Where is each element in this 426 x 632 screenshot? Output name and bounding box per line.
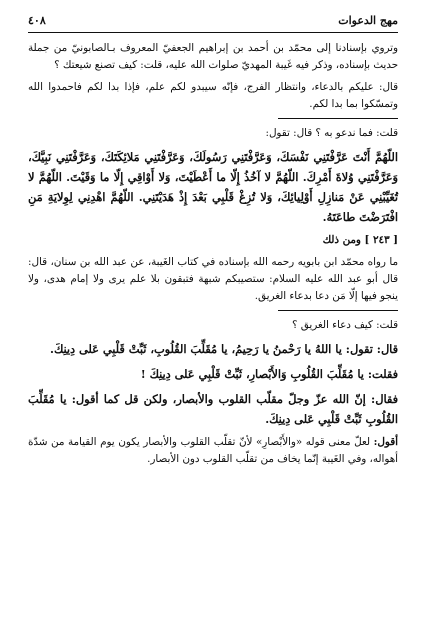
supplication-2: قال: تقول: يا اللهُ يا رَحْمنُ يا رَحِيمُ، يا مُقَلِّبَ القُلُوبِ، ثَبِّتْ قَلْبِي عَلى دِينِكَ. <box>50 342 398 356</box>
author-note <box>28 434 398 468</box>
supplication-3: فقلت: يا مُقَلِّبَ القُلُوبِ وَالأَبْصارِ، ثَبِّتْ قَلْبِي عَلى دِينِكَ ! <box>140 367 398 381</box>
supplication-4: فقال: إنّ الله عزّ وجلّ مقلّب القلوب والأبصار، ولكن قل كما أقول: يا مُقَلِّبَ القُلُوبِ ثَبِّتْ قَلْبِي عَلى دِينِكَ. <box>28 392 398 426</box>
aqool-label: أقول: <box>373 436 398 448</box>
supplication-1: اللّهُمَّ أَنْتَ عَرَّفْتَنِي نَفْسَكَ، وَعَرَّفْتَنِي رَسُولَكَ، وَعَرَّفْتَنِي مَلائِكَتَكَ، وَعَرَّفْتَنِي نَبِيَّكَ، وَعَرَّفْتَنِي وُلاةَ أَمْرِكَ. اللّهُمَّ لا آخُذُ إِلّا ما أَعْطَيْتَ، وَلا أَوْاقِي إِلّا ما وَقَيْتَ. اللّهُمَّ لا تُغَيِّبْنِي عَنْ مَنازِلِ أَوْلِيائِكَ، وَلا تُزِغْ قَلْبِي بَعْدَ إِذْ هَدَيْتَنِي. اللّهُمَّ اهْدِنِي لِوِلايَةِ مَنِ افْتَرَضْتَ طاعَتَهُ. <box>28 150 398 224</box>
author-note-text: لعلّ معنى قوله «والأَبْصارِ» لأنّ تقلّب القلوب والأبصار يكون يوم القيامة من شدّة أهواله، وفي الغَيبة إنّما يخاف من تقلّب القلوب دون الأبصار. <box>28 436 398 465</box>
paragraph-4: ما رواه محمّد ابن بابويه رحمه الله بإسناده في كتاب الغَيبة، عن عبد الله بن سنان، قال: قال أبو عبد الله عليه السلام: ستصيبكم شبهة فتبقون بلا علم يرى ولا إمام هدى، ولا ينجو فيها إلّا مَن دعا بدعاء الغريق. <box>28 256 398 302</box>
separator-rule <box>278 310 398 311</box>
paragraph-1: وتروي بإسنادنا إلى محمّد بن أحمد بن إبراهيم الجعفيّ المعروف بـالصابونيّ من جملة حديث بإسناده، وذكر فيه غَيبة المهديّ صلوات الله عليه، قلت: كيف تصنع شيعتك ؟ <box>28 42 398 71</box>
paragraph-5: قلت: كيف دعاء الغريق ؟ <box>292 319 398 331</box>
header-rule <box>28 32 398 33</box>
paragraph-2: قال: عليكم بالدعاء، وانتظار الفرج، فإنّه سيبدو لكم علم، فإذا بدا لكم فاحمدوا الله وتمسّكوا بما بدا لكم. <box>28 81 398 110</box>
separator-rule <box>278 118 398 119</box>
section-heading: [ ٢٤٣ ] ومن ذلك <box>322 234 398 246</box>
page-header <box>28 14 398 30</box>
book-title: مهج الدعوات <box>338 14 398 27</box>
page-number: ٤٠٨ <box>28 14 46 27</box>
paragraph-3: قلت: فما ندعو به ؟ قال: تقول: <box>265 127 398 139</box>
page-body <box>28 40 398 473</box>
